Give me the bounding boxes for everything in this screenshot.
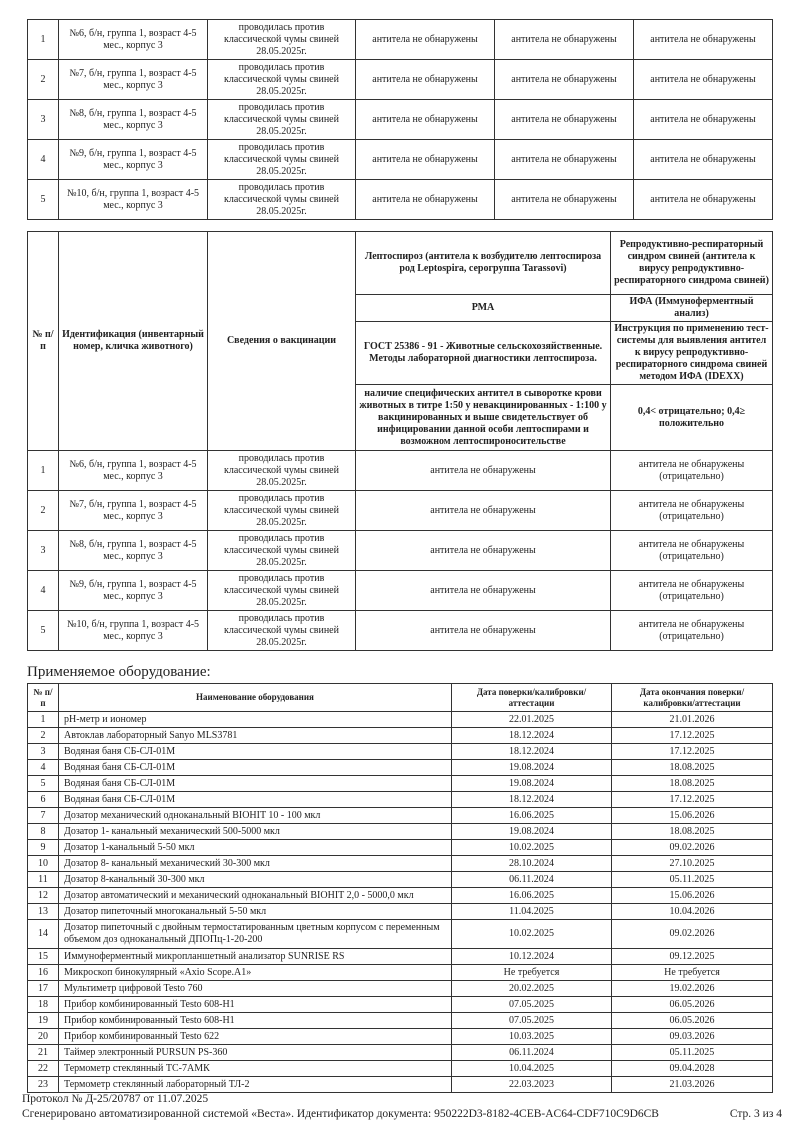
calibration-end-date: 06.05.2026	[612, 1013, 773, 1029]
equipment-name: Дозатор пипеточный многоканальный 5-50 мкл	[59, 904, 452, 920]
equipment-name: Автоклав лабораторный Sanyo MLS3781	[59, 728, 452, 744]
equipment-row	[28, 808, 773, 824]
col-header-vaccination: Сведения о вакцинации	[208, 232, 356, 451]
row-number: 4	[28, 571, 59, 611]
col-header-identification: Идентификация (инвентарный номер, кличка животного)	[59, 232, 208, 451]
protocol-number: Протокол № Д-25/20787 от 11.07.2025	[22, 1093, 209, 1105]
prrs-result: антитела не обнаружены (отрицательно)	[611, 571, 773, 611]
leptospirosis-result: антитела не обнаружены	[356, 611, 611, 651]
standard-prrs: Инструкция по применению тест-системы для выявления антител к вирусу репродуктивно-респираторного синдрома свиней методом ИФА (IDEXX)	[611, 322, 773, 385]
equipment-row	[28, 1061, 773, 1077]
calibration-end-date: 18.08.2025	[612, 760, 773, 776]
equipment-name: Водяная баня СБ-СЛ-01М	[59, 760, 452, 776]
row-number: 5	[28, 611, 59, 651]
equip-header-date: Дата поверки/калибровки/аттестации	[452, 684, 612, 712]
equipment-number: 2	[28, 728, 59, 744]
equipment-row	[28, 760, 773, 776]
table-row	[28, 180, 773, 220]
calibration-date: 07.05.2025	[452, 997, 612, 1013]
equipment-row	[28, 776, 773, 792]
equipment-name: pH-метр и иономер	[59, 712, 452, 728]
table-row	[28, 531, 773, 571]
calibration-date: 20.02.2025	[452, 981, 612, 997]
equipment-number: 13	[28, 904, 59, 920]
calibration-end-date: 19.02.2026	[612, 981, 773, 997]
page-number: Стр. 3 из 4	[729, 1108, 782, 1120]
equipment-name: Термометр стеклянный лабораторный ТЛ-2	[59, 1077, 452, 1093]
equipment-number: 1	[28, 712, 59, 728]
row-number: 2	[28, 60, 59, 100]
calibration-end-date: 06.05.2026	[612, 997, 773, 1013]
result-cell: антитела не обнаружены	[495, 100, 634, 140]
equip-header-name: Наименование оборудования	[59, 684, 452, 712]
calibration-date: 10.03.2025	[452, 1029, 612, 1045]
calibration-date: 18.12.2024	[452, 744, 612, 760]
calibration-end-date: 17.12.2025	[612, 792, 773, 808]
animal-identification: №9, б/н, группа 1, возраст 4-5 мес., корпус 3	[59, 571, 208, 611]
calibration-date: 16.06.2025	[452, 808, 612, 824]
equipment-row	[28, 872, 773, 888]
calibration-end-date: Не требуется	[612, 965, 773, 981]
equipment-name: Мультиметр цифровой Testo 760	[59, 981, 452, 997]
equipment-name: Водяная баня СБ-СЛ-01М	[59, 792, 452, 808]
result-cell: антитела не обнаружены	[495, 60, 634, 100]
animal-identification: №6, б/н, группа 1, возраст 4-5 мес., корпус 3	[59, 451, 208, 491]
equipment-name: Водяная баня СБ-СЛ-01М	[59, 776, 452, 792]
equipment-number: 3	[28, 744, 59, 760]
table-row	[28, 140, 773, 180]
vaccination-info: проводилась против классической чумы свиней 28.05.2025г.	[208, 100, 356, 140]
result-cell: антитела не обнаружены	[356, 100, 495, 140]
calibration-end-date: 17.12.2025	[612, 744, 773, 760]
result-cell: антитела не обнаружены	[356, 60, 495, 100]
equipment-number: 9	[28, 840, 59, 856]
table-row	[28, 491, 773, 531]
result-cell: антитела не обнаружены	[495, 20, 634, 60]
equipment-row	[28, 1077, 773, 1093]
row-number: 1	[28, 451, 59, 491]
generated-by-note: Сгенерировано автоматизированной системой «Веста». Идентификатор документа: 950222D3-8182-4CEB-AC64-CDF710C9D6CB	[22, 1108, 659, 1120]
animal-identification: №9, б/н, группа 1, возраст 4-5 мес., корпус 3	[59, 140, 208, 180]
leptospirosis-result: антитела не обнаружены	[356, 571, 611, 611]
equipment-number: 4	[28, 760, 59, 776]
vaccination-info: проводилась против классической чумы свиней 28.05.2025г.	[208, 531, 356, 571]
equipment-number: 6	[28, 792, 59, 808]
animal-identification: №7, б/н, группа 1, возраст 4-5 мес., корпус 3	[59, 491, 208, 531]
col-header-leptospirosis: Лептоспироз (антитела к возбудителю лептоспироза род Leptospira, серогруппа Tarassovi)	[356, 232, 611, 295]
method-prrs: ИФА (Иммуноферментный анализ)	[611, 295, 773, 322]
equipment-name: Прибор комбинированный Testo 622	[59, 1029, 452, 1045]
equipment-table	[27, 683, 773, 1093]
equipment-number: 21	[28, 1045, 59, 1061]
calibration-date: 10.02.2025	[452, 840, 612, 856]
equipment-row	[28, 888, 773, 904]
calibration-date: 06.11.2024	[452, 872, 612, 888]
row-number: 1	[28, 20, 59, 60]
animal-identification: №10, б/н, группа 1, возраст 4-5 мес., корпус 3	[59, 180, 208, 220]
calibration-date: 10.12.2024	[452, 949, 612, 965]
table-row	[28, 60, 773, 100]
calibration-end-date: 18.08.2025	[612, 824, 773, 840]
prrs-result: антитела не обнаружены (отрицательно)	[611, 531, 773, 571]
equipment-row	[28, 981, 773, 997]
animal-identification: №8, б/н, группа 1, возраст 4-5 мес., корпус 3	[59, 531, 208, 571]
standard-leptospirosis: ГОСТ 25386 - 91 - Животные сельскохозяйственные. Методы лабораторной диагностики лептоспироза.	[356, 322, 611, 385]
result-cell: антитела не обнаружены	[634, 20, 773, 60]
calibration-date: 10.04.2025	[452, 1061, 612, 1077]
calibration-date: 06.11.2024	[452, 1045, 612, 1061]
results-table-continued	[27, 19, 773, 220]
row-number: 3	[28, 100, 59, 140]
result-cell: антитела не обнаружены	[356, 180, 495, 220]
calibration-end-date: 05.11.2025	[612, 872, 773, 888]
page-footer	[22, 1092, 782, 1122]
vaccination-info: проводилась против классической чумы свиней 28.05.2025г.	[208, 20, 356, 60]
vaccination-info: проводилась против классической чумы свиней 28.05.2025г.	[208, 60, 356, 100]
equipment-number: 22	[28, 1061, 59, 1077]
equipment-name: Дозатор пипеточный с двойным термостатированным цветным корпусом с переменным объемом доз одноканальный ДПОПц-1-20-200	[59, 920, 452, 949]
equipment-number: 16	[28, 965, 59, 981]
result-cell: антитела не обнаружены	[634, 100, 773, 140]
animal-identification: №7, б/н, группа 1, возраст 4-5 мес., корпус 3	[59, 60, 208, 100]
equipment-name: Микроскоп бинокулярный «Axio Scope.A1»	[59, 965, 452, 981]
leptospirosis-result: антитела не обнаружены	[356, 451, 611, 491]
calibration-end-date: 15.06.2026	[612, 808, 773, 824]
calibration-end-date: 09.02.2026	[612, 920, 773, 949]
leptospirosis-result: антитела не обнаружены	[356, 531, 611, 571]
calibration-end-date: 15.06.2026	[612, 888, 773, 904]
calibration-end-date: 09.04.2028	[612, 1061, 773, 1077]
equipment-number: 10	[28, 856, 59, 872]
col-header-prrs: Репродуктивно-респираторный синдром свиней (антитела к вирусу репродуктивно-респираторного синдрома свиней)	[611, 232, 773, 295]
calibration-date: Не требуется	[452, 965, 612, 981]
equip-header-num: № п/п	[28, 684, 59, 712]
calibration-date: 22.03.2023	[452, 1077, 612, 1093]
prrs-result: антитела не обнаружены (отрицательно)	[611, 491, 773, 531]
calibration-end-date: 18.08.2025	[612, 776, 773, 792]
table-row	[28, 20, 773, 60]
equipment-name: Дозатор 8-канальный 30-300 мкл	[59, 872, 452, 888]
vaccination-info: проводилась против классической чумы свиней 28.05.2025г.	[208, 491, 356, 531]
equipment-number: 20	[28, 1029, 59, 1045]
leptospirosis-result: антитела не обнаружены	[356, 491, 611, 531]
vaccination-info: проводилась против классической чумы свиней 28.05.2025г.	[208, 140, 356, 180]
animal-identification: №8, б/н, группа 1, возраст 4-5 мес., корпус 3	[59, 100, 208, 140]
calibration-end-date: 09.02.2026	[612, 840, 773, 856]
equipment-number: 23	[28, 1077, 59, 1093]
equipment-number: 14	[28, 920, 59, 949]
col-header-num: № п/п	[28, 232, 59, 451]
calibration-date: 19.08.2024	[452, 776, 612, 792]
equipment-row	[28, 856, 773, 872]
equipment-name: Дозатор автоматический и механический одноканальный BIOHIT 2,0 - 5000,0 мкл	[59, 888, 452, 904]
row-number: 5	[28, 180, 59, 220]
calibration-end-date: 09.03.2026	[612, 1029, 773, 1045]
equipment-number: 5	[28, 776, 59, 792]
calibration-date: 22.01.2025	[452, 712, 612, 728]
equipment-row	[28, 728, 773, 744]
animal-identification: №6, б/н, группа 1, возраст 4-5 мес., корпус 3	[59, 20, 208, 60]
calibration-date: 18.12.2024	[452, 792, 612, 808]
equipment-name: Дозатор 1- канальный механический 500-5000 мкл	[59, 824, 452, 840]
equipment-name: Дозатор 1-канальный 5-50 мкл	[59, 840, 452, 856]
calibration-date: 18.12.2024	[452, 728, 612, 744]
calibration-date: 16.06.2025	[452, 888, 612, 904]
method-leptospirosis: РМА	[356, 295, 611, 322]
vaccination-info: проводилась против классической чумы свиней 28.05.2025г.	[208, 611, 356, 651]
result-cell: антитела не обнаружены	[356, 20, 495, 60]
calibration-end-date: 05.11.2025	[612, 1045, 773, 1061]
equipment-number: 11	[28, 872, 59, 888]
calibration-date: 10.02.2025	[452, 920, 612, 949]
calibration-end-date: 17.12.2025	[612, 728, 773, 744]
equipment-number: 18	[28, 997, 59, 1013]
row-number: 4	[28, 140, 59, 180]
result-cell: антитела не обнаружены	[634, 140, 773, 180]
result-cell: антитела не обнаружены	[495, 140, 634, 180]
calibration-date: 19.08.2024	[452, 824, 612, 840]
calibration-date: 28.10.2024	[452, 856, 612, 872]
result-cell: антитела не обнаружены	[356, 140, 495, 180]
equipment-row	[28, 949, 773, 965]
result-cell: антитела не обнаружены	[495, 180, 634, 220]
equipment-number: 8	[28, 824, 59, 840]
equipment-row	[28, 792, 773, 808]
equipment-row	[28, 1013, 773, 1029]
equipment-number: 15	[28, 949, 59, 965]
calibration-date: 19.08.2024	[452, 760, 612, 776]
equip-header-end-date: Дата окончания поверки/калибровки/аттестации	[612, 684, 773, 712]
equipment-row	[28, 1045, 773, 1061]
equipment-name: Термометр стеклянный ТС-7АМК	[59, 1061, 452, 1077]
calibration-date: 11.04.2025	[452, 904, 612, 920]
result-cell: антитела не обнаружены	[634, 60, 773, 100]
equipment-number: 19	[28, 1013, 59, 1029]
equipment-name: Таймер электронный PURSUN PS-360	[59, 1045, 452, 1061]
equipment-section-title: Применяемое оборудование:	[27, 664, 211, 680]
row-number: 2	[28, 491, 59, 531]
equipment-name: Дозатор 8- канальный механический 30-300 мкл	[59, 856, 452, 872]
equipment-name: Иммуноферментный микропланшетный анализатор SUNRISE RS	[59, 949, 452, 965]
vaccination-info: проводилась против классической чумы свиней 28.05.2025г.	[208, 571, 356, 611]
leptospirosis-prrs-table	[27, 231, 773, 651]
equipment-name: Водяная баня СБ-СЛ-01М	[59, 744, 452, 760]
equipment-row	[28, 997, 773, 1013]
equipment-row	[28, 840, 773, 856]
calibration-end-date: 10.04.2026	[612, 904, 773, 920]
equipment-number: 17	[28, 981, 59, 997]
equipment-row	[28, 744, 773, 760]
norm-leptospirosis: наличие специфических антител в сыворотке крови животных в титре 1:50 у невакцинированных - 1:100 у вакцинированных и выше свидетельствует об инфицировании данной особи лептоспирами и возможном лептоспироносительстве	[356, 385, 611, 451]
equipment-row	[28, 904, 773, 920]
equipment-number: 12	[28, 888, 59, 904]
table-row	[28, 100, 773, 140]
calibration-end-date: 27.10.2025	[612, 856, 773, 872]
animal-identification: №10, б/н, группа 1, возраст 4-5 мес., корпус 3	[59, 611, 208, 651]
equipment-row	[28, 712, 773, 728]
vaccination-info: проводилась против классической чумы свиней 28.05.2025г.	[208, 451, 356, 491]
table-row	[28, 451, 773, 491]
equipment-number: 7	[28, 808, 59, 824]
vaccination-info: проводилась против классической чумы свиней 28.05.2025г.	[208, 180, 356, 220]
calibration-end-date: 21.01.2026	[612, 712, 773, 728]
equipment-row	[28, 824, 773, 840]
equipment-row	[28, 1029, 773, 1045]
calibration-date: 07.05.2025	[452, 1013, 612, 1029]
calibration-end-date: 09.12.2025	[612, 949, 773, 965]
result-cell: антитела не обнаружены	[634, 180, 773, 220]
norm-prrs: 0,4< отрицательно; 0,4≥ положительно	[611, 385, 773, 451]
equipment-name: Прибор комбинированный Testo 608-H1	[59, 997, 452, 1013]
table-row	[28, 571, 773, 611]
table-row	[28, 611, 773, 651]
prrs-result: антитела не обнаружены (отрицательно)	[611, 611, 773, 651]
equipment-row	[28, 965, 773, 981]
prrs-result: антитела не обнаружены (отрицательно)	[611, 451, 773, 491]
equipment-name: Дозатор механический одноканальный BIOHIT 10 - 100 мкл	[59, 808, 452, 824]
calibration-end-date: 21.03.2026	[612, 1077, 773, 1093]
equipment-name: Прибор комбинированный Testo 608-H1	[59, 1013, 452, 1029]
row-number: 3	[28, 531, 59, 571]
equipment-row	[28, 920, 773, 949]
